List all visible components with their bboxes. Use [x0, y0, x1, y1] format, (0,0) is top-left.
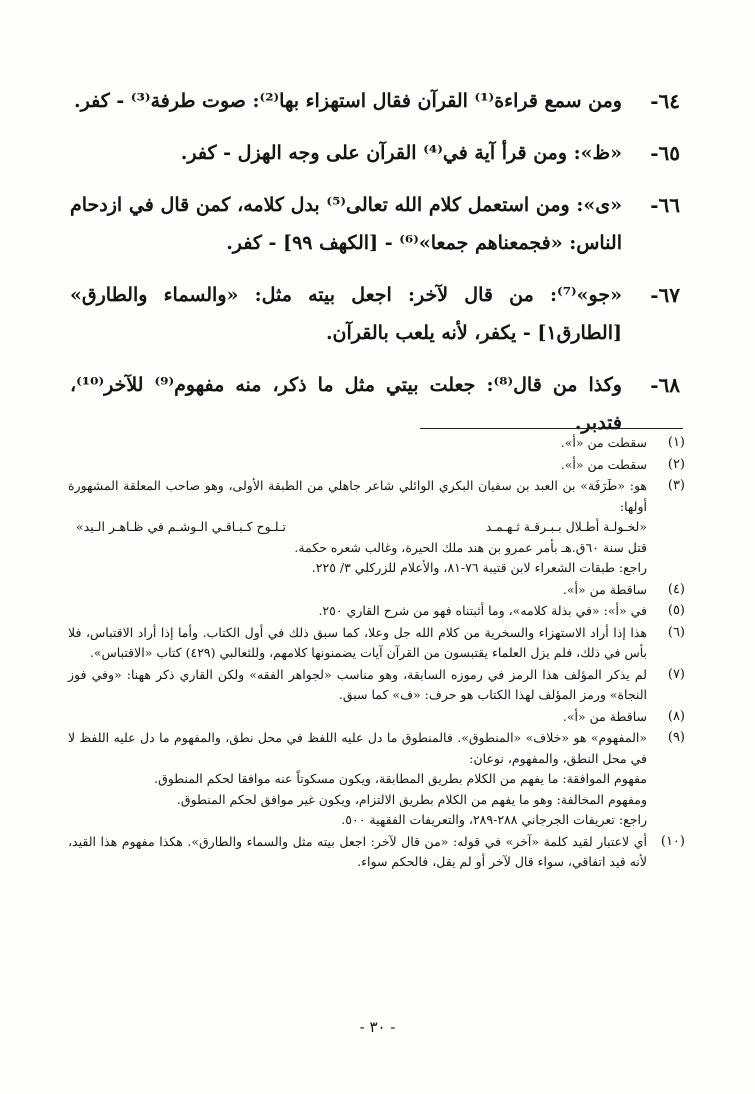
footnote-6: [68, 623, 685, 664]
footnotes: [68, 433, 685, 874]
footnote-text: لم يذكر المؤلف هذا الرمز في رموزه السابقة، وهو مناسب «لجواهر الفقه» ولكن القاري ذكر ههنا: «وفي فوز النجاة» ورمز المؤلف لهذا الكتاب هو حرف: «ف» كما سبق.: [68, 666, 647, 702]
entry-68: [70, 366, 680, 442]
footnote-line: «المفهوم» هو «خلاف» «المنطوق». فالمنطوق ما دل عليه اللفظ في محل نطق، والمفهوم ما دل عليه اللفظ لا في محل النطق، والمفهوم، نوعان:: [68, 730, 647, 766]
entry-65: [70, 134, 680, 172]
footnote-5: [68, 601, 685, 622]
footnote-7: [68, 665, 685, 706]
footnote-line: ومفهوم المخالفة: وهو ما يفهم من الكلام بطريق الالتزام، ويكون غير موافق لحكم المنطوق.: [176, 791, 647, 807]
footnote-number: (٦): [667, 624, 685, 640]
main-text: [70, 82, 680, 456]
entry-number: ٦٦-: [650, 193, 680, 217]
footnote-line: مفهوم الموافقة: ما يفهم من الكلام بطريق المطابقة، ويكون مسكوتاً عنه موافقا لحكم المنطوق.: [154, 771, 647, 786]
footnote-number: (١): [667, 435, 685, 450]
footnote-8: [68, 707, 685, 728]
footnote-10: [68, 832, 685, 873]
footnote-line: قتل سنة ٦٠ق.هـ بأمر عمرو بن هند ملك الحيرة، وغالب شعره حكمة.: [294, 539, 647, 555]
footnote-1: [68, 433, 685, 454]
footnote-text: سقطت من «أ».: [560, 435, 647, 450]
entry-number: ٦٧-: [650, 283, 680, 307]
entry-number: ٦٥-: [650, 141, 680, 165]
footnote-text: ساقطة من «أ».: [562, 581, 647, 597]
footnote-3: [68, 476, 685, 579]
entry-text: «جو»⁽⁷⁾: من قال لآخر: اجعل بيته مثل: «والسماء والطارق» [الطارق١] - يكفر، لأنه يلعب بالقرآن.: [70, 284, 622, 344]
entry-text: وكذا من قال⁽⁸⁾: جعلت بيتي مثل ما ذكر، منه مفهوم⁽⁹⁾ للآخر⁽¹⁰⁾، فتدبر.: [70, 374, 622, 434]
footnote-line: راجع: طبقات الشعراء لابن قتيبة ٧٦-٨١، والأعلام للزركلي ٣/ ٢٢٥.: [311, 560, 647, 575]
footnote-number: (٣): [667, 478, 685, 493]
footnote-text: في «أ»: «في بذلة كلامه»، وما أثبتناه فهو من شرح القاري ٢٥٠.: [318, 603, 647, 618]
verse-first-hemistich: «لخـولـة أطـلال بـبـرقـة ثـهـمـد: [485, 519, 647, 534]
footnote-number: (٨): [667, 708, 685, 724]
footnote-line: هو: «طَرَفَة» بن العبد بن سفيان البكري الوائلي شاعر جاهلي من الطبقة الأولى، وهو صاحب المعلقة المشهورة أولها:: [68, 478, 647, 514]
verse-second-hemistich: تـلـوح كـبـاقـي الـوشـم في ظـاهـر الـيد»: [76, 519, 286, 534]
footnote-number: (٩): [667, 730, 685, 745]
entry-number: ٦٨-: [650, 373, 680, 397]
footnote-text: أي لاعتبار لقيد كلمة «آخر» في قوله: «من قال لآخر: اجعل بيته مثل والسماء والطارق». هكذا مفهوم هذا القيد، لأنه قيد اتفاقي، سواء قال لآخر أو لم يقل، فالحكم سواء.: [68, 833, 647, 869]
entry-text: ومن سمع قراءة⁽¹⁾ القرآن فقال استهزاء بها⁽²⁾: صوت طرفة⁽³⁾ - كفر.: [74, 90, 622, 112]
entry-text: «ظ»: ومن قرأ آية في⁽⁴⁾ القرآن على وجه الهزل - كفر.: [180, 142, 622, 164]
entry-66: [70, 186, 680, 262]
footnote-number: (١٠): [660, 833, 685, 849]
page-number: - ٣٠ -: [359, 1018, 396, 1036]
footnote-text: هذا إذا أراد الاستهزاء والسخرية من كلام الله جل وعلا، كما سبق ذلك في أول الكتاب. وأما إذا أراد الاقتباس، فلا بأس في ذلك، فلم يزل العلماء يقتبسون من القرآن آيات يضمنونها كلامهم، وللثعالبي (٤٢٩) كتاب «الاقتباس».: [68, 624, 647, 660]
footnote-2: [68, 455, 685, 476]
footnote-number: (٢): [667, 456, 685, 472]
footnote-number: (٥): [667, 603, 685, 618]
footnote-4: [68, 580, 685, 601]
footnote-number: (٧): [667, 666, 685, 682]
footnote-divider: [420, 428, 683, 429]
footnote-number: (٤): [667, 581, 685, 597]
footnote-text: [68, 476, 647, 579]
poem-verse: [68, 517, 647, 538]
footnote-line: راجع: تعريفات الجرجاني ٢٨٨-٢٨٩، والتعريفات الفقهية ٥٠٠.: [341, 812, 647, 827]
entry-67: [70, 276, 680, 352]
entry-64: [70, 82, 680, 120]
footnote-text: سقطت من «أ».: [560, 456, 647, 472]
footnote-text: ساقطة من «أ».: [562, 708, 647, 724]
entry-text: «ى»: ومن استعمل كلام الله تعالى⁽⁵⁾ بدل كلامه، كمن قال في ازدحام الناس: «فجمعناهم جمعا»⁽⁶⁾ - [الكهف ٩٩] - كفر.: [70, 194, 622, 254]
footnote-text: [68, 728, 647, 831]
footnote-9: [68, 728, 685, 831]
entry-number: ٦٤-: [650, 89, 680, 113]
